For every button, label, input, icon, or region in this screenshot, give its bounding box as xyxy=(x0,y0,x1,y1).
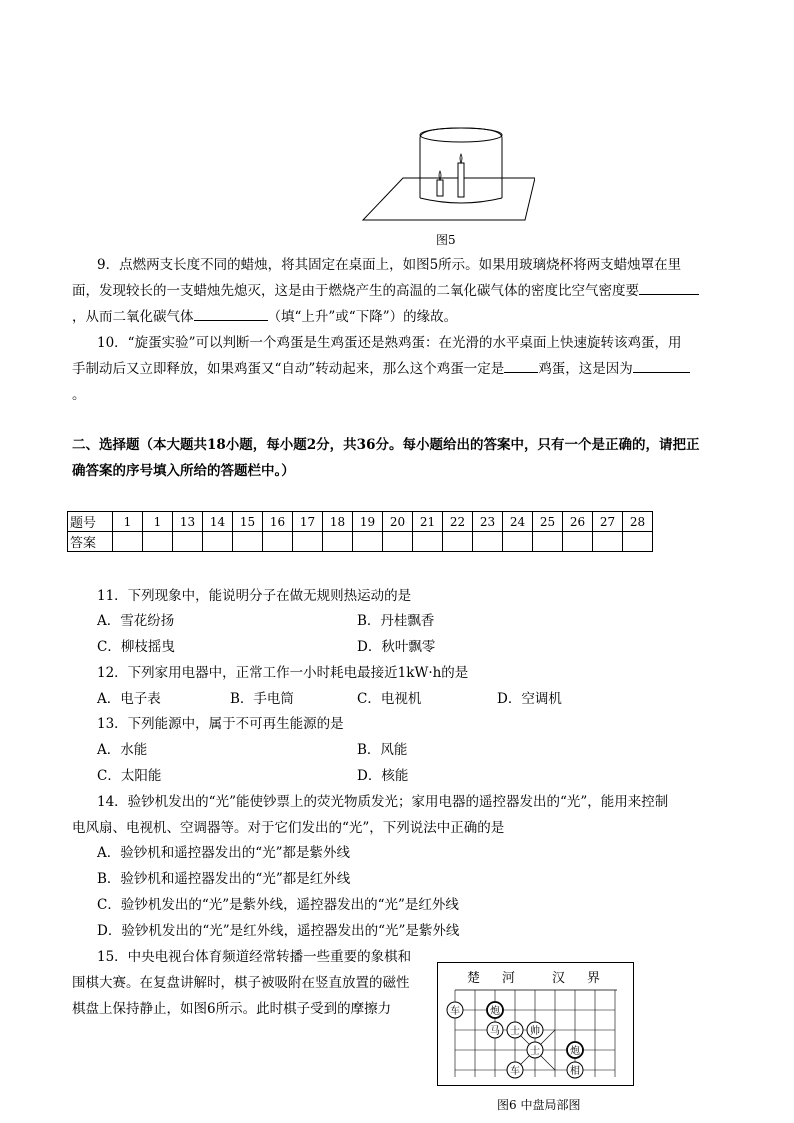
piece-label: 士 xyxy=(510,1026,520,1037)
chess-piece xyxy=(487,1002,503,1018)
question-number-cell: 25 xyxy=(533,512,563,532)
figure-5 xyxy=(355,120,535,225)
answer-cell[interactable] xyxy=(563,532,593,552)
question-number-cell: 28 xyxy=(623,512,653,532)
piece-label: 士 xyxy=(530,1046,540,1057)
question-number-cell: 1 xyxy=(143,512,173,532)
question-number-cell: 20 xyxy=(383,512,413,532)
question-15-line-1: 15．中央电视台体育频道经常转播一些重要的象棋和 xyxy=(97,949,412,965)
question-14-option-a[interactable]: A．验钞机和遥控器发出的“光”都是紫外线 xyxy=(97,845,351,861)
question-11-option-b[interactable]: B．丹桂飘香 xyxy=(357,613,435,629)
figure-5-caption: 图5 xyxy=(436,233,456,247)
answer-cell[interactable] xyxy=(413,532,443,552)
question-number-cell: 22 xyxy=(443,512,473,532)
question-15-line-2: 围棋大赛。在复盘讲解时，棋子被吸附在竖直放置的磁性 xyxy=(72,975,410,991)
question-11-option-c[interactable]: C．柳枝摇曳 xyxy=(97,639,175,655)
answer-blank[interactable] xyxy=(504,358,538,373)
question-number-cell: 18 xyxy=(323,512,353,532)
section-2-heading-line-1: 二、选择题（本大题共18小题，每小题2分，共36分。每小题给出的答案中，只有一个是正确的，请把正 xyxy=(72,437,700,453)
piece-label: 炮 xyxy=(570,1046,580,1057)
question-number-cell: 26 xyxy=(563,512,593,532)
question-11-stem: 11．下列现象中，能说明分子在做无规则热运动的是 xyxy=(97,588,412,604)
question-9-line-1: 9．点燃两支长度不同的蜡烛，将其固定在桌面上，如图5所示。如果用玻璃烧杯将两支蜡烛罩在里 xyxy=(97,257,682,273)
question-14-option-d[interactable]: D．验钞机发出的“光”是红外线，遥控器发出的“光”是紫外线 xyxy=(97,923,460,939)
question-9-line-2 xyxy=(72,278,699,304)
question-12-option-d[interactable]: D．空调机 xyxy=(497,691,562,707)
answer-cell[interactable] xyxy=(323,532,353,552)
chess-piece xyxy=(567,1042,583,1058)
question-9-line-2-text: 面，发现较长的一支蜡烛先熄灭，这是由于燃烧产生的高温的二氧化碳气体的密度比空气密度要 xyxy=(72,283,639,299)
chess-piece xyxy=(507,1062,523,1078)
figure-6-caption: 图6 中盘局部图 xyxy=(497,1098,581,1112)
piece-label: 炮 xyxy=(490,1006,500,1017)
question-10-line-2a-text: 手制动后又立即释放，如果鸡蛋又“自动”转动起来，那么这个鸡蛋一定是 xyxy=(72,361,505,377)
question-number-cell: 19 xyxy=(353,512,383,532)
question-14-option-c[interactable]: C．验钞机发出的“光”是紫外线，遥控器发出的“光”是红外线 xyxy=(97,897,459,913)
question-11-option-a[interactable]: A．雪花纷扬 xyxy=(97,613,175,629)
row-label-answer: 答案 xyxy=(68,532,113,552)
piece-label: 车 xyxy=(450,1006,460,1017)
question-number-cell: 21 xyxy=(413,512,443,532)
question-number-cell: 1 xyxy=(113,512,143,532)
question-number-cell: 27 xyxy=(593,512,623,532)
answer-cell[interactable] xyxy=(233,532,263,552)
question-number-cell: 13 xyxy=(173,512,203,532)
answer-cell[interactable] xyxy=(113,532,143,552)
question-10-line-2b-text: 鸡蛋，这是因为 xyxy=(538,361,633,377)
section-2-heading-line-2: 确答案的序号填入所给的答题栏中。） xyxy=(72,463,295,479)
question-14-line-1: 14．验钞机发出的“光”能使钞票上的荧光物质发光；家用电器的遥控器发出的“光”，能用来控制 xyxy=(97,794,669,810)
answer-cell[interactable] xyxy=(263,532,293,552)
piece-label: 车 xyxy=(510,1066,520,1077)
row-label-number: 题号 xyxy=(68,512,113,532)
piece-label: 帅 xyxy=(530,1026,540,1037)
question-13-option-b[interactable]: B．风能 xyxy=(357,742,408,758)
question-10-line-2 xyxy=(72,356,690,382)
question-9-line-3 xyxy=(72,304,457,330)
answer-cell[interactable] xyxy=(383,532,413,552)
question-10-line-3: 。 xyxy=(72,387,86,403)
table-row-answers xyxy=(68,532,653,552)
river-char: 界 xyxy=(587,971,601,986)
answer-table xyxy=(67,511,653,552)
question-number-cell: 15 xyxy=(233,512,263,532)
chess-piece xyxy=(507,1022,523,1038)
river-char: 楚 xyxy=(467,971,481,986)
question-number-cell: 14 xyxy=(203,512,233,532)
river-char: 汉 xyxy=(552,971,566,986)
answer-cell[interactable] xyxy=(473,532,503,552)
question-12-option-a[interactable]: A．电子表 xyxy=(97,691,161,707)
answer-cell[interactable] xyxy=(623,532,653,552)
answer-blank[interactable] xyxy=(633,358,690,373)
chess-piece xyxy=(487,1022,503,1038)
answer-cell[interactable] xyxy=(593,532,623,552)
answer-cell[interactable] xyxy=(293,532,323,552)
piece-label: 马 xyxy=(490,1026,500,1037)
answer-blank[interactable] xyxy=(194,306,268,321)
question-14-option-b[interactable]: B．验钞机和遥控器发出的“光”都是红外线 xyxy=(97,871,351,887)
answer-cell[interactable] xyxy=(443,532,473,552)
table-row-numbers xyxy=(68,512,653,532)
answer-cell[interactable] xyxy=(143,532,173,552)
question-number-cell: 23 xyxy=(473,512,503,532)
answer-cell[interactable] xyxy=(173,532,203,552)
figure-6-chessboard xyxy=(437,962,634,1086)
question-13-option-c[interactable]: C．太阳能 xyxy=(97,768,162,784)
question-9-line-3a-text: ，从而二氧化碳气体 xyxy=(72,309,194,325)
question-13-stem: 13．下列能源中，属于不可再生能源的是 xyxy=(97,716,344,732)
question-12-option-b[interactable]: B．手电筒 xyxy=(230,691,294,707)
answer-cell[interactable] xyxy=(203,532,233,552)
figure-6 xyxy=(437,962,634,1086)
chess-piece xyxy=(527,1022,543,1038)
question-11-option-d[interactable]: D．秋叶飘零 xyxy=(357,639,436,655)
chess-piece xyxy=(567,1062,583,1078)
answer-cell[interactable] xyxy=(353,532,383,552)
question-14-line-2: 电风扇、电视机、空调器等。对于它们发出的“光”，下列说法中正确的是 xyxy=(72,820,505,836)
river-char: 河 xyxy=(502,971,516,986)
question-12-option-c[interactable]: C．电视机 xyxy=(357,691,422,707)
question-number-cell: 24 xyxy=(503,512,533,532)
question-12-stem: 12．下列家用电器中，正常工作一小时耗电最接近1kW·h的是 xyxy=(97,665,469,681)
answer-blank[interactable] xyxy=(639,280,699,295)
question-10-line-1: 10．“旋蛋实验”可以判断一个鸡蛋是生鸡蛋还是熟鸡蛋：在光滑的水平桌面上快速旋转该鸡蛋，用 xyxy=(97,335,682,351)
figure-5-drawing xyxy=(355,120,535,225)
question-13-option-d[interactable]: D．核能 xyxy=(357,768,409,784)
question-number-cell: 17 xyxy=(293,512,323,532)
question-13-option-a[interactable]: A．水能 xyxy=(97,742,148,758)
piece-label: 相 xyxy=(570,1066,580,1077)
answer-cell[interactable] xyxy=(503,532,533,552)
chess-piece xyxy=(527,1042,543,1058)
answer-grid xyxy=(67,511,653,552)
question-9-line-3b-text: （填“上升”或“下降”）的缘故。 xyxy=(267,309,458,325)
chess-piece xyxy=(447,1002,463,1018)
answer-cell[interactable] xyxy=(533,532,563,552)
question-15-line-3: 棋盘上保持静止，如图6所示。此时棋子受到的摩擦力 xyxy=(72,1001,392,1017)
question-number-cell: 16 xyxy=(263,512,293,532)
